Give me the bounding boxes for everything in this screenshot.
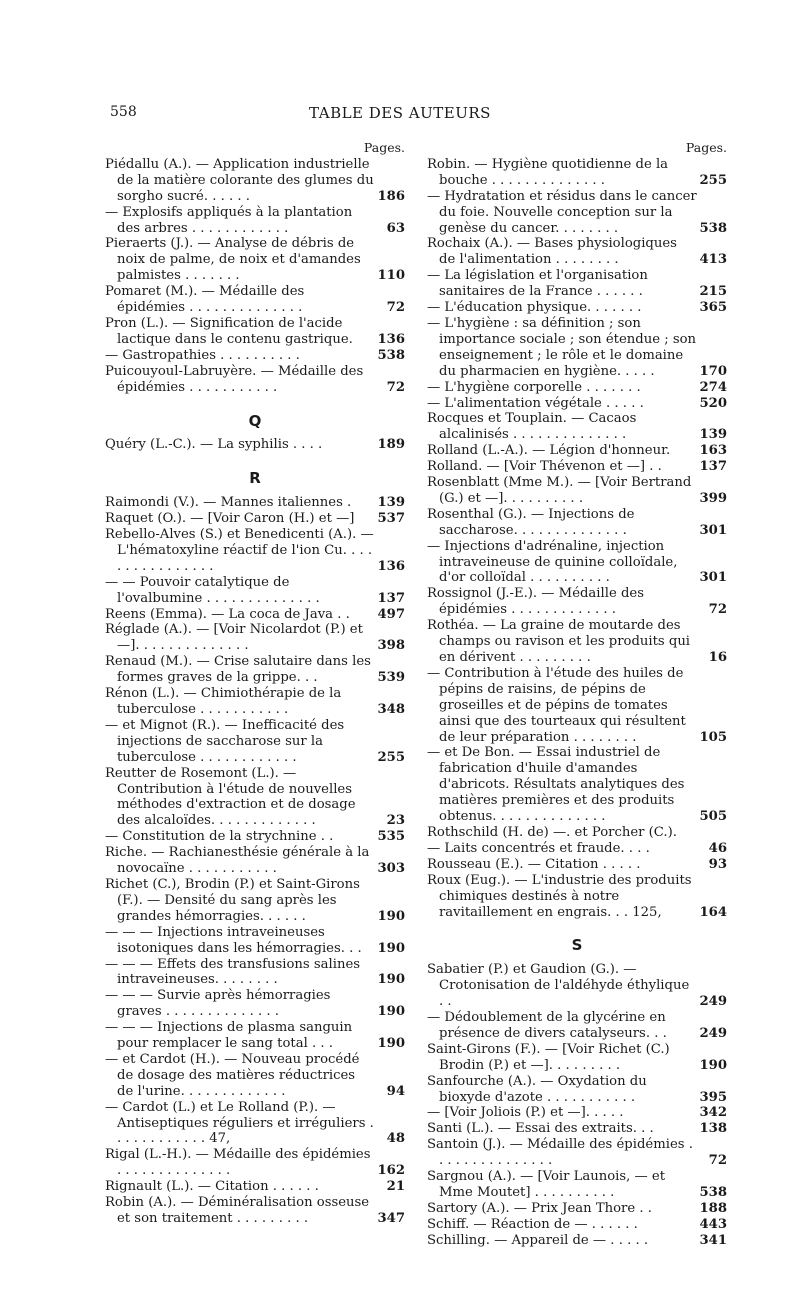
running-title: TABLE DES AUTEURS xyxy=(309,104,491,122)
entry-page-number: 137 xyxy=(377,590,405,606)
index-entry xyxy=(427,1169,727,1201)
entry-page-number: 189 xyxy=(377,437,405,453)
index-entry xyxy=(105,527,405,575)
entry-text: Schilling. — Appareil de — . . . . . xyxy=(427,1232,649,1248)
index-entry xyxy=(427,745,727,825)
entry-text: — et Cardot (H.). — Nouveau procédé de dosage des matières réductrices de l'urine. . . . . . . . . . . . . xyxy=(105,1051,360,1099)
index-entry xyxy=(427,1074,727,1106)
entry-text: — Cardot (L.) et Le Rolland (P.). — Antiseptiques réguliers et irréguliers . . . . . . . . . . . . 47, xyxy=(105,1099,374,1147)
entry-page-number: 365 xyxy=(699,300,727,316)
entry-page-number: 274 xyxy=(699,379,727,395)
section-letter: Q xyxy=(248,411,262,430)
entry-text: — L'hygiène : sa définition ; son importance sociale ; son étendue ; son enseignement ; le rôle et le domaine du pharmacien en hygiène. . . . . xyxy=(427,315,697,379)
entry-page-number: 249 xyxy=(699,1025,727,1041)
entry-page-number: 538 xyxy=(699,220,727,236)
index-entry xyxy=(427,962,727,1010)
entry-page-number: 497 xyxy=(377,606,405,622)
right-column xyxy=(427,140,727,1249)
entry-text: Sanfourche (A.). — Oxydation du bioxyde d'azote . . . . . . . . . . . xyxy=(427,1073,647,1105)
entry-text: — Constitution de la strychnine . . xyxy=(105,829,334,845)
entry-text: Robin. — Hygiène quotidienne de la bouche . . . . . . . . . . . . . . xyxy=(427,156,669,188)
entry-text: — Dédoublement de la glycérine en présence de divers catalyseurs. . . xyxy=(427,1010,667,1041)
entry-page-number: 72 xyxy=(386,379,405,395)
entry-page-number: 301 xyxy=(699,522,727,538)
index-entry xyxy=(105,1195,405,1227)
entry-page-number: 249 xyxy=(699,994,727,1010)
section-letter: S xyxy=(571,936,583,955)
entry-text: Santi (L.). — Essai des extraits. . . xyxy=(427,1121,654,1137)
index-entry xyxy=(427,825,727,841)
entry-page-number: 72 xyxy=(708,602,727,618)
pages-label: Pages. xyxy=(363,140,405,155)
entry-text: Pieraerts (J.). — Analyse de débris de noix de palme, de noix et d'amandes palmistes . . . . . . . xyxy=(105,236,361,284)
entry-text: Raimondi (V.). — Mannes italiennes . xyxy=(105,495,352,511)
index-entry xyxy=(105,1020,405,1052)
entry-text: Rosenthal (G.). — Injections de saccharose. . . . . . . . . . . . . . xyxy=(427,506,635,538)
entry-text: Reutter de Rosemont (L.). — Contribution à l'étude de nouvelles méthodes d'extraction et de dosage des alcaloïdes. . . . . . . . . . . . . xyxy=(105,765,356,829)
index-entry xyxy=(427,1121,727,1137)
entry-page-number: 190 xyxy=(699,1057,727,1073)
index-entry xyxy=(105,988,405,1020)
index-entry xyxy=(427,316,727,380)
entry-page-number: 301 xyxy=(699,570,727,586)
entry-page-number: 190 xyxy=(377,972,405,988)
index-entry xyxy=(105,845,405,877)
index-entry xyxy=(427,618,727,666)
entry-text: Reens (Emma). — La coca de Java . . xyxy=(105,606,350,622)
entry-page-number: 16 xyxy=(708,650,727,665)
index-entry xyxy=(427,841,727,857)
entry-page-number: 110 xyxy=(377,268,405,284)
entry-text: Riche. — Rachianesthésie générale à la novocaïne . . . . . . . . . . . xyxy=(105,845,370,877)
index-entry xyxy=(427,157,727,189)
entry-text: Rochaix (A.). — Bases physiologiques de l'alimentation . . . . . . . . xyxy=(427,236,677,268)
entry-text: Rocques et Touplain. — Cacaos alcalinisés . . . . . . . . . . . . . . xyxy=(427,411,637,443)
entry-page-number: 137 xyxy=(699,459,727,475)
index-entry xyxy=(105,364,405,396)
entry-text: — La législation et l'organisation sanitaires de la France . . . . . . xyxy=(427,268,648,300)
entry-page-number: 395 xyxy=(699,1089,727,1105)
index-entry xyxy=(105,495,405,511)
entry-text: — — — Injections intraveineuses isotoniques dans les hémorragies. . . xyxy=(105,924,362,956)
entry-text: — Gastropathies . . . . . . . . . . xyxy=(105,347,300,363)
index-entry xyxy=(427,1137,727,1169)
entry-text: Réglade (A.). — [Voir Nicolardot (P.) et —]. . . . . . . . . . . . . . xyxy=(105,622,363,654)
entry-text: Santoin (J.). — Médaille des épidémies . . . . . . . . . . . . . . . xyxy=(427,1137,693,1169)
index-entry xyxy=(427,268,727,300)
entry-text: Puicouyoul-Labruyère. — Médaille des épidémies . . . . . . . . . . . xyxy=(105,363,364,395)
index-entry xyxy=(105,957,405,989)
entry-text: — [Voir Joliois (P.) et —]. . . . . xyxy=(427,1105,624,1121)
index-entry xyxy=(427,189,727,237)
entry-page-number: 255 xyxy=(699,172,727,188)
entry-page-number: 186 xyxy=(377,188,405,204)
entry-text: — — Pouvoir catalytique de l'ovalbumine . . . . . . . . . . . . . . xyxy=(105,574,320,606)
index-entry xyxy=(427,586,727,618)
entry-text: Rignault (L.). — Citation . . . . . . xyxy=(105,1179,319,1195)
index-entry xyxy=(105,437,405,453)
entry-text: Piédallu (A.). — Application industrielle de la matière colorante des glumes du sorgho sucré. . . . . . xyxy=(105,156,374,204)
entry-text: Rénon (L.). — Chimiothérapie de la tuberculose . . . . . . . . . . . xyxy=(105,686,342,717)
entry-text: — — — Injections de plasma sanguin pour remplacer le sang total . . . xyxy=(105,1020,353,1052)
entry-page-number: 342 xyxy=(699,1105,727,1121)
page-header xyxy=(0,104,800,128)
entry-page-number: 505 xyxy=(699,809,727,825)
entry-page-number: 398 xyxy=(377,638,405,654)
index-entry xyxy=(105,511,405,527)
index-entry xyxy=(105,877,405,925)
entry-text: — Laits concentrés et fraude. . . . xyxy=(427,840,650,856)
entry-text: Robin (A.). — Déminéralisation osseuse et son traitement . . . . . . . . . xyxy=(105,1195,370,1226)
entry-text: Rothschild (H. de) —. et Porcher (C.). xyxy=(427,824,677,840)
index-entry xyxy=(427,666,727,746)
index-entry xyxy=(427,1105,727,1121)
entry-page-number: 48 xyxy=(386,1131,405,1147)
entry-page-number: 537 xyxy=(377,511,405,527)
index-entry xyxy=(105,607,405,623)
entry-text: Roux (Eug.). — L'industrie des produits chimiques destinés à notre ravitaillement en engrais. . . 125, xyxy=(427,872,692,920)
index-entry xyxy=(427,380,727,396)
index-entry xyxy=(105,205,405,237)
entry-page-number: 190 xyxy=(377,1036,405,1052)
entry-page-number: 341 xyxy=(699,1232,727,1248)
index-entry xyxy=(105,348,405,364)
index-entry xyxy=(105,236,405,284)
index-entry xyxy=(105,1179,405,1195)
index-entry xyxy=(105,829,405,845)
index-entry xyxy=(105,1100,405,1148)
entry-page-number: 105 xyxy=(699,729,727,745)
index-entry xyxy=(427,459,727,475)
entry-page-number: 190 xyxy=(377,940,405,956)
index-entry xyxy=(105,718,405,766)
index-entry xyxy=(105,654,405,686)
index-entry xyxy=(105,766,405,830)
entry-text: Rothéa. — La graine de moutarde des champs ou ravison et les produits qui en dérivent . . . . . . . . . xyxy=(427,618,691,665)
entry-text: Rolland. — [Voir Thévenon et —] . . xyxy=(427,459,662,475)
entry-page-number: 348 xyxy=(377,702,405,717)
entry-text: — et Mignot (R.). — Inefficacité des injections de saccharose sur la tuberculose . . . . . . . . . . . . xyxy=(105,717,345,765)
entry-text: Renaud (M.). — Crise salutaire dans les formes graves de la grippe. . . xyxy=(105,654,371,686)
entry-text: Sabatier (P.) et Gaudion (G.). — Crotonisation de l'aldéhyde éthylique . . xyxy=(427,962,690,1010)
index-entry xyxy=(427,539,727,587)
index-entry xyxy=(105,316,405,348)
entry-text: Rosenblatt (Mme M.). — [Voir Bertrand (G.) et —]. . . . . . . . . . xyxy=(427,475,692,506)
entry-page-number: 21 xyxy=(386,1179,405,1195)
index-entry xyxy=(105,1052,405,1100)
index-entry xyxy=(427,1201,727,1217)
entry-page-number: 443 xyxy=(699,1216,727,1232)
entry-page-number: 138 xyxy=(699,1121,727,1137)
index-entry xyxy=(105,157,405,205)
entry-text: — L'éducation physique. . . . . . . xyxy=(427,300,642,316)
entry-page-number: 72 xyxy=(386,300,405,316)
entry-page-number: 399 xyxy=(699,490,727,506)
index-entry xyxy=(427,1042,727,1074)
entry-page-number: 347 xyxy=(377,1211,405,1226)
section-letter: R xyxy=(249,469,261,488)
entry-text: Pomaret (M.). — Médaille des épidémies . . . . . . . . . . . . . . xyxy=(105,284,305,316)
entry-page-number: 538 xyxy=(377,347,405,363)
pages-label: Pages. xyxy=(685,140,727,155)
index-entry xyxy=(105,1147,405,1179)
entry-page-number: 72 xyxy=(708,1153,727,1169)
entry-page-number: 188 xyxy=(699,1200,727,1216)
entry-page-number: 413 xyxy=(699,252,727,268)
page-number: 558 xyxy=(110,104,137,120)
entry-text: Rebello-Alves (S.) et Benedicenti (A.). — L'hématoxyline réactif de l'ion Cu. . . . . . . . . . . . . . . . xyxy=(105,527,374,574)
entry-page-number: 303 xyxy=(377,861,405,877)
index-entry xyxy=(427,507,727,539)
entry-text: — Contribution à l'étude des huiles de pépins de raisins, de pépins de groseilles et de pépins de tomates ainsi que des tourteaux qui résultent de leur préparation . . . . . . . . xyxy=(427,665,686,745)
entry-page-number: 139 xyxy=(699,427,727,443)
entry-text: — — — Survie après hémorragies graves . . . . . . . . . . . . . . xyxy=(105,988,331,1020)
entry-page-number: 139 xyxy=(377,495,405,511)
index-entry xyxy=(105,575,405,607)
entry-page-number: 162 xyxy=(377,1163,405,1179)
entry-page-number: 163 xyxy=(699,443,727,459)
index-entry xyxy=(105,284,405,316)
entry-text: — Injections d'adrénaline, injection intraveineuse de quinine colloïdale, d'or colloïdal . . . . . . . . . . xyxy=(427,538,678,586)
left-column xyxy=(105,140,405,1227)
entry-page-number: 215 xyxy=(699,284,727,300)
index-entry xyxy=(427,1217,727,1233)
entry-page-number: 46 xyxy=(708,840,727,856)
entry-page-number: 520 xyxy=(699,395,727,411)
entry-text: Richet (C.), Brodin (P.) et Saint-Girons (F.). — Densité du sang après les grandes hémorragies. . . . . . xyxy=(105,876,360,924)
entry-text: Sargnou (A.). — [Voir Launois, — et Mme Moutet] . . . . . . . . . . xyxy=(427,1169,666,1200)
entry-page-number: 539 xyxy=(377,670,405,686)
index-entry xyxy=(427,300,727,316)
entry-text: Rossignol (J.-E.). — Médaille des épidémies . . . . . . . . . . . . . xyxy=(427,586,644,618)
entry-text: Quéry (L.-C.). — La syphilis . . . . xyxy=(105,437,323,453)
index-entry xyxy=(427,411,727,443)
entry-text: Raquet (O.). — [Voir Caron (H.) et —] xyxy=(105,511,355,527)
entry-text: Saint-Girons (F.). — [Voir Richet (C.) Brodin (P.) et —]. . . . . . . . . xyxy=(427,1041,670,1073)
entry-text: — L'hygiène corporelle . . . . . . . xyxy=(427,379,641,395)
entry-page-number: 170 xyxy=(699,363,727,379)
entry-text: — — — Effets des transfusions salines intraveineuses. . . . . . . . xyxy=(105,956,361,988)
index-entry xyxy=(427,1233,727,1249)
entry-page-number: 538 xyxy=(699,1185,727,1200)
entry-text: Rolland (L.-A.). — Légion d'honneur. xyxy=(427,443,671,459)
entry-text: Rigal (L.-H.). — Médaille des épidémies . . . . . . . . . . . . . . xyxy=(105,1147,371,1179)
entry-text: — Hydratation et résidus dans le cancer du foie. Nouvelle conception sur la genèse du cancer. . . . . . . . xyxy=(427,188,697,236)
index-entry xyxy=(427,873,727,921)
entry-page-number: 136 xyxy=(377,558,405,574)
entry-page-number: 535 xyxy=(377,829,405,845)
entry-page-number: 63 xyxy=(386,220,405,236)
index-entry xyxy=(427,396,727,412)
index-entry xyxy=(427,1010,727,1042)
index-entry xyxy=(427,857,727,873)
entry-page-number: 136 xyxy=(377,331,405,347)
entry-page-number: 255 xyxy=(377,749,405,765)
index-entry xyxy=(427,475,727,507)
entry-page-number: 93 xyxy=(708,856,727,872)
entry-text: Pron (L.). — Signification de l'acide lactique dans le contenu gastrique. xyxy=(105,315,353,347)
index-entry xyxy=(427,443,727,459)
entry-page-number: 190 xyxy=(377,908,405,924)
entry-text: Sartory (A.). — Prix Jean Thore . . xyxy=(427,1200,652,1216)
index-entry xyxy=(427,236,727,268)
entry-text: — Explosifs appliqués à la plantation des arbres . . . . . . . . . . . . xyxy=(105,204,353,236)
entry-text: — et De Bon. — Essai industriel de fabrication d'huile d'amandes d'abricots. Résultats analytiques des matières premières et des produits obtenus. . . . . . . . . . . . . . xyxy=(427,745,685,825)
entry-page-number: 190 xyxy=(377,1004,405,1020)
entry-page-number: 94 xyxy=(386,1083,405,1099)
index-entry xyxy=(105,622,405,654)
index-entry xyxy=(105,925,405,957)
index-entry xyxy=(105,686,405,718)
entry-page-number: 23 xyxy=(386,813,405,829)
entry-page-number: 164 xyxy=(699,904,727,920)
entry-text: Schiff. — Réaction de — . . . . . . xyxy=(427,1216,638,1232)
entry-text: — L'alimentation végétale . . . . . xyxy=(427,395,644,411)
entry-text: Rousseau (E.). — Citation . . . . . xyxy=(427,856,641,872)
